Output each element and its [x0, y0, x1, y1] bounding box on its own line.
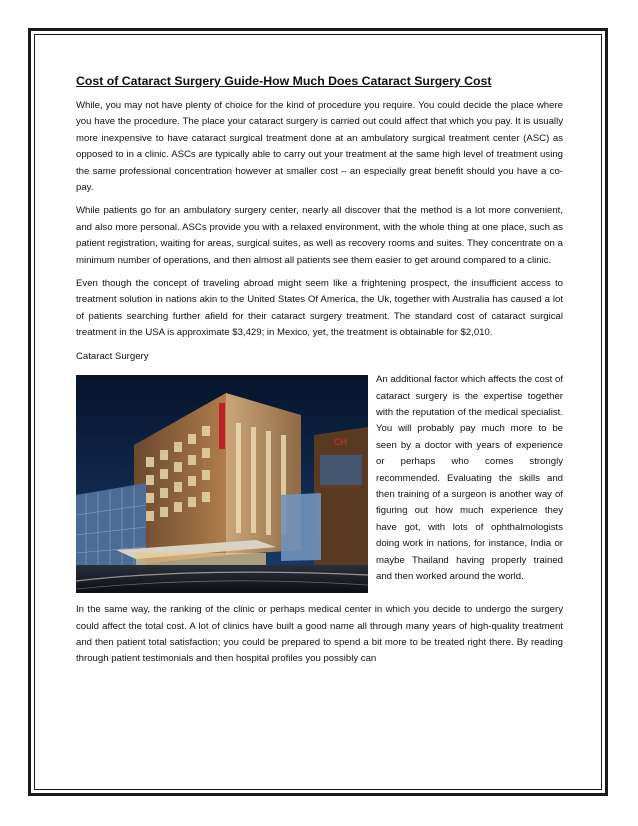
paragraph-final: In the same way, the ranking of the clinic or perhaps medical center in which you decide to undergo the surgery could affect the total cost. A lot of clinics have built a good name all through many years of high-quality treatment and then patient total satisfaction; you could be prepared to spend a bit more to be treated right there. By reading through patient testimonials and then hospital profiles you possibly can [76, 604, 563, 665]
document-body [76, 74, 563, 789]
paragraph-1: While, you may not have plenty of choice for the kind of procedure you require. You could decide the place where you have the procedure. The place your cataract surgery is carried out could affect that which you pay. It is usually more inexpensive to have cataract surgical treatment done at an ambulatory surgical treatment center (ASC) as opposed to in a clinic. ASCs are typically able to carry out your treatment at the same high level of treatment using the same professional concentration however at smaller cost – an especially great benefit should you have a co-pay. [76, 100, 563, 194]
figure-block [76, 372, 563, 595]
paragraph-3: Even though the concept of traveling abroad might seem like a frightening prospect, the insufficient access to treatment solution in nations akin to the United States Of America, the Uk, together with Australia has caused a lot of patients searching further afield for their cataract surgery treatment. The standard cost of cataract surgical treatment in the USA is approximate $3,429; in Mexico, yet, the treatment is obtainable for $2,010. [76, 278, 563, 339]
section-heading: Cataract Surgery [76, 350, 149, 362]
figure-paragraph: An additional factor which affects the cost of cataract surgery is the expertise together with the reputation of the medical specialist. You will probably pay much more to be seen by a doctor with years of experience or perhaps who comes strongly recommended. Evaluating the skills and then training of a surgeon is another way of figuring out how much experience they have got, with lots of ophthalmologists doing work in nations, for instance, India or maybe Thailand having properly trained and then worked around the world. [376, 374, 563, 582]
paragraph-2: While patients go for an ambulatory surgery center, nearly all discover that the method is a lot more convenient, and also more personal. ASCs provide you with a relaxed environment, with the whole thing at one place, such as patient registration, waiting for areas, surgical suites, as well as recovery rooms and suites. They concentrate on a minimum number of operations, and then almost all patients see them easier to get around compared to a clinic. [76, 205, 563, 266]
hospital-building-photo [76, 375, 368, 593]
document-title: Cost of Cataract Surgery Guide-How Much Does Cataract Surgery Cost [76, 74, 492, 88]
svg-text:CH: CH [334, 437, 347, 448]
